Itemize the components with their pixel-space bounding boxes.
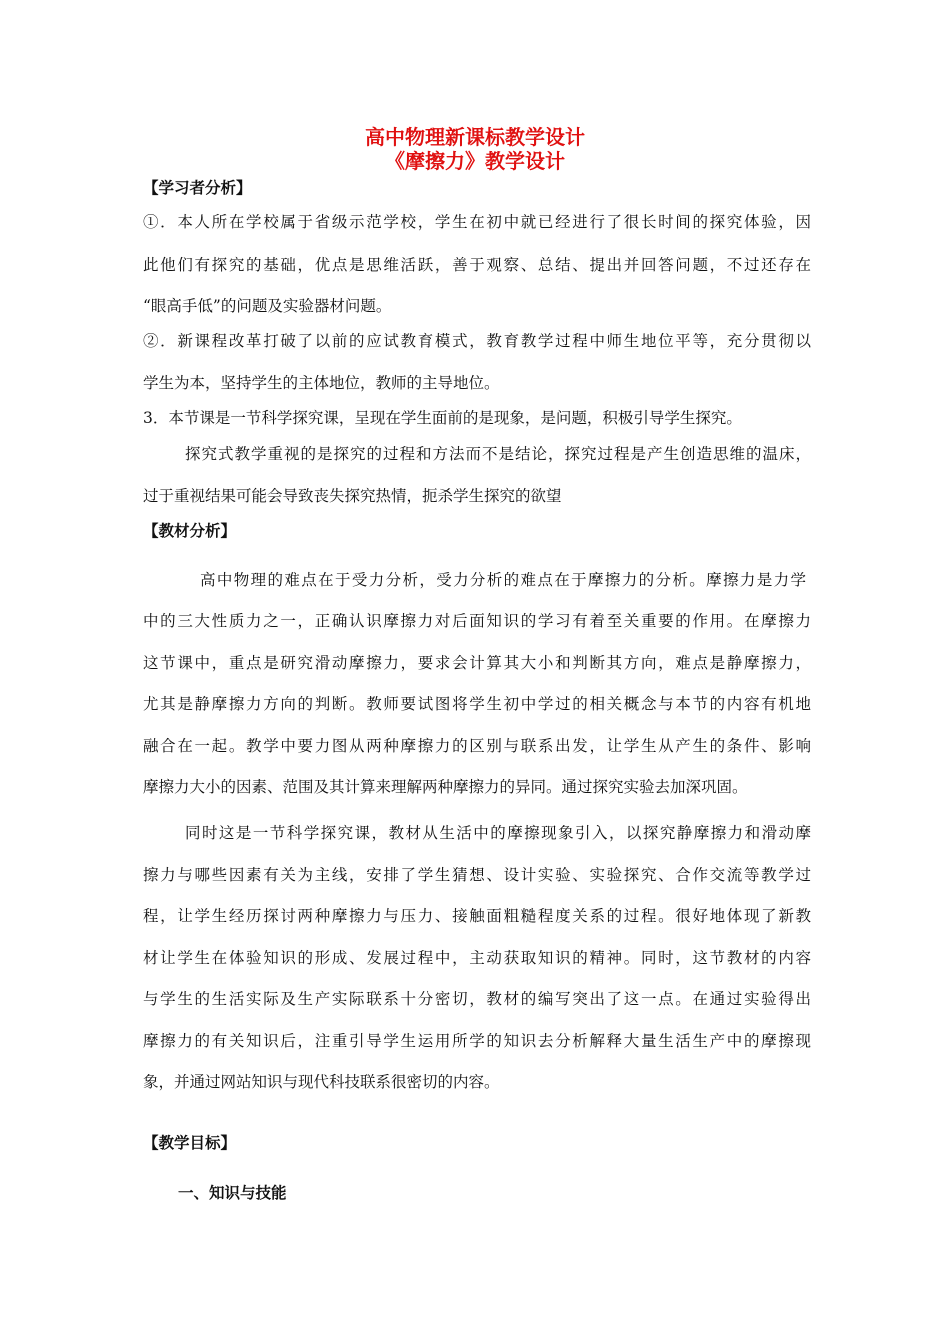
paragraph-line: 中的三大性质力之一，正确认识摩擦力对后面知识的学习有着至关重要的作用。在摩擦力: [143, 612, 811, 630]
paragraph-line: 融合在一起。教学中要力图从两种摩擦力的区别与联系出发，让学生从产生的条件、影响: [143, 737, 811, 755]
paragraph-line: 擦力与哪些因素有关为主线，安排了学生猜想、设计实验、实验探究、合作交流等教学过: [143, 866, 811, 884]
paragraph-line: ②．新课程改革打破了以前的应试教育模式，教育教学过程中师生地位平等，充分贯彻以: [143, 332, 811, 350]
paragraph-line: 同时这是一节科学探究课，教材从生活中的摩擦现象引入，以探究静摩擦力和滑动摩: [185, 824, 811, 842]
paragraph-line: 3．本节课是一节科学探究课，呈现在学生面前的是现象，是问题，积极引导学生探究。: [143, 409, 742, 427]
paragraph-line: 学生为本，坚持学生的主体地位，教师的主导地位。: [143, 374, 500, 392]
paragraph-line: 程，让学生经历探讨两种摩擦力与压力、接触面粗糙程度关系的过程。很好地体现了新教: [143, 907, 811, 925]
paragraph-line: 象，并通过网站知识与现代科技联系很密切的内容。: [143, 1073, 500, 1091]
subheading-knowledge-skills: 一、知识与技能: [178, 1183, 287, 1202]
paragraph-line: 材让学生在体验知识的形成、发展过程中，主动获取知识的精神。同时，这节教材的内容: [143, 949, 811, 967]
paragraph-line: 高中物理的难点在于受力分析，受力分析的难点在于摩擦力的分析。摩擦力是力学: [200, 571, 806, 589]
document-subtitle: 《摩擦力》教学设计: [385, 149, 565, 173]
paragraph-line: 这节课中，重点是研究滑动摩擦力，要求会计算其大小和判断其方向，难点是静摩擦力，: [143, 654, 811, 672]
paragraph-line: 摩擦力大小的因素、范围及其计算来理解两种摩擦力的异同。通过探究实验去加深巩固。: [143, 778, 748, 796]
section-heading-material-analysis: 【教材分析】: [143, 521, 237, 540]
paragraph-line: ①．本人所在学校属于省级示范学校，学生在初中就已经进行了很长时间的探究体验，因: [143, 213, 811, 231]
paragraph-line: 摩擦力的有关知识后，注重引导学生运用所学的知识去分析解释大量生活生产中的摩擦现: [143, 1032, 811, 1050]
paragraph-line: 与学生的生活实际及生产实际联系十分密切，教材的编写突出了这一点。在通过实验得出: [143, 990, 811, 1008]
section-heading-teaching-goals: 【教学目标】: [143, 1133, 237, 1152]
paragraph-line: 此他们有探究的基础，优点是思维活跃，善于观察、总结、提出并回答问题，不过还存在: [143, 256, 811, 274]
paragraph-line: “眼高手低”的问题及实验器材问题。: [143, 297, 392, 315]
paragraph-line: 探究式教学重视的是探究的过程和方法而不是结论，探究过程是产生创造思维的温床，: [185, 445, 811, 463]
section-heading-learner-analysis: 【学习者分析】: [143, 178, 252, 197]
document-title: 高中物理新课标教学设计: [365, 125, 585, 149]
paragraph-line: 过于重视结果可能会导致丧失探究热情，扼杀学生探究的欲望: [143, 487, 562, 505]
paragraph-line: 尤其是静摩擦力方向的判断。教师要试图将学生初中学过的相关概念与本节的内容有机地: [143, 695, 811, 713]
